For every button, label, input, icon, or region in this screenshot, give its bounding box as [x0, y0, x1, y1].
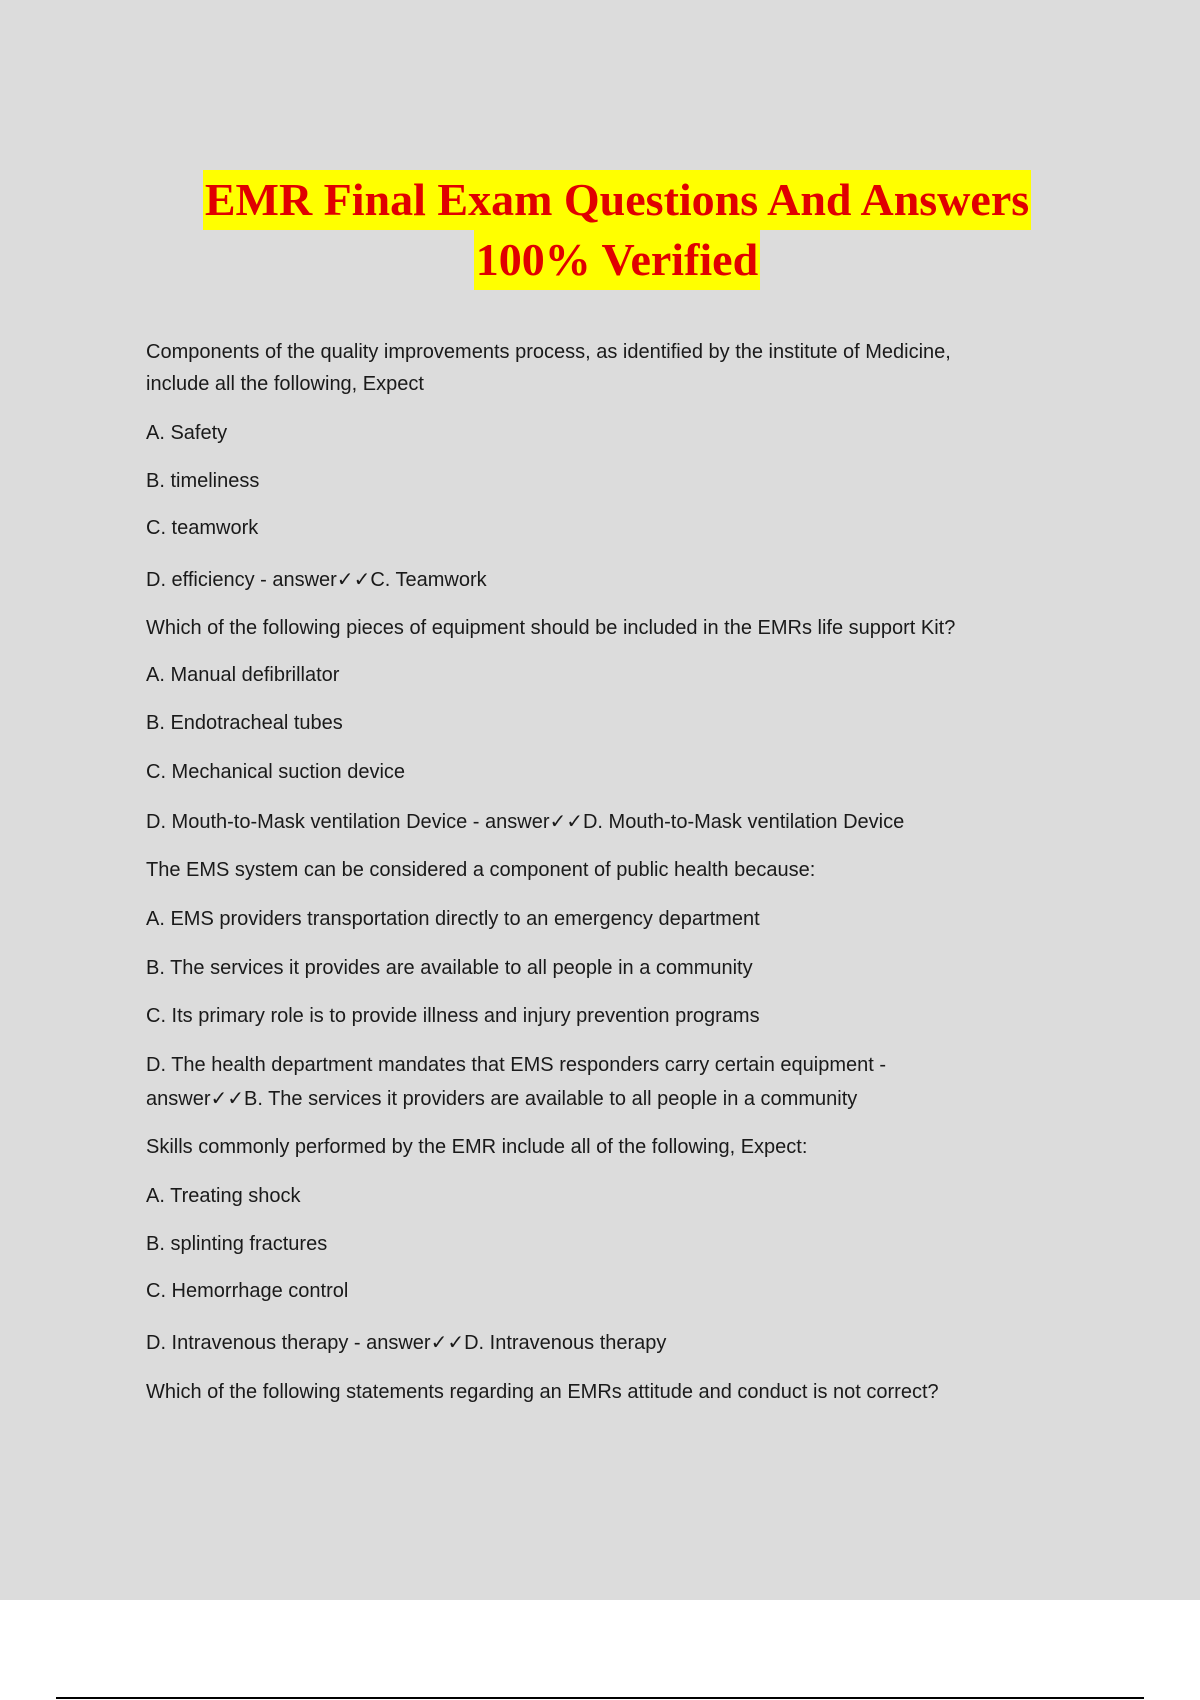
- title-line-2: 100% Verified: [474, 230, 760, 290]
- question-4-option-d-answer: D. Intravenous therapy - answer✓✓D. Intravenous therapy: [146, 1332, 667, 1354]
- question-3-option-b: B. The services it provides are available to all people in a community: [146, 957, 753, 979]
- question-5-text: Which of the following statements regarding an EMRs attitude and conduct is not correct?: [146, 1381, 939, 1403]
- footer-divider: [56, 1697, 1144, 1699]
- question-1-option-a: A. Safety: [146, 422, 228, 444]
- question-3-option-a: A. EMS providers transportation directly to an emergency department: [146, 908, 760, 930]
- question-4-option-c: C. Hemorrhage control: [146, 1280, 349, 1302]
- question-4-text: Skills commonly performed by the EMR include all of the following, Expect:: [146, 1136, 808, 1158]
- question-1-text-line-2: include all the following, Expect: [146, 373, 424, 395]
- question-2-option-d-answer: D. Mouth-to-Mask ventilation Device - answer✓✓D. Mouth-to-Mask ventilation Device: [146, 811, 905, 833]
- question-2-option-c: C. Mechanical suction device: [146, 761, 406, 783]
- question-2-text: Which of the following pieces of equipment should be included in the EMRs life support Kit?: [146, 617, 956, 639]
- question-3-option-c: C. Its primary role is to provide illness and injury prevention programs: [146, 1005, 760, 1027]
- question-2-option-b: B. Endotracheal tubes: [146, 712, 343, 734]
- question-1-option-b: B. timeliness: [146, 470, 260, 492]
- question-1-option-d-answer: D. efficiency - answer✓✓C. Teamwork: [146, 569, 487, 591]
- question-3-option-d-line-1: D. The health department mandates that EMS responders carry certain equipment -: [146, 1054, 887, 1076]
- question-4-option-a: A. Treating shock: [146, 1185, 301, 1207]
- question-1-option-c: C. teamwork: [146, 517, 259, 539]
- question-3-answer-line-2: answer✓✓B. The services it providers are available to all people in a community: [146, 1088, 858, 1110]
- question-1-text-line-1: Components of the quality improvements process, as identified by the institute of Medicine,: [146, 341, 951, 363]
- question-3-text: The EMS system can be considered a component of public health because:: [146, 859, 816, 881]
- question-4-option-b: B. splinting fractures: [146, 1233, 328, 1255]
- title-line-1: EMR Final Exam Questions And Answers: [203, 170, 1031, 230]
- question-2-option-a: A. Manual defibrillator: [146, 664, 340, 686]
